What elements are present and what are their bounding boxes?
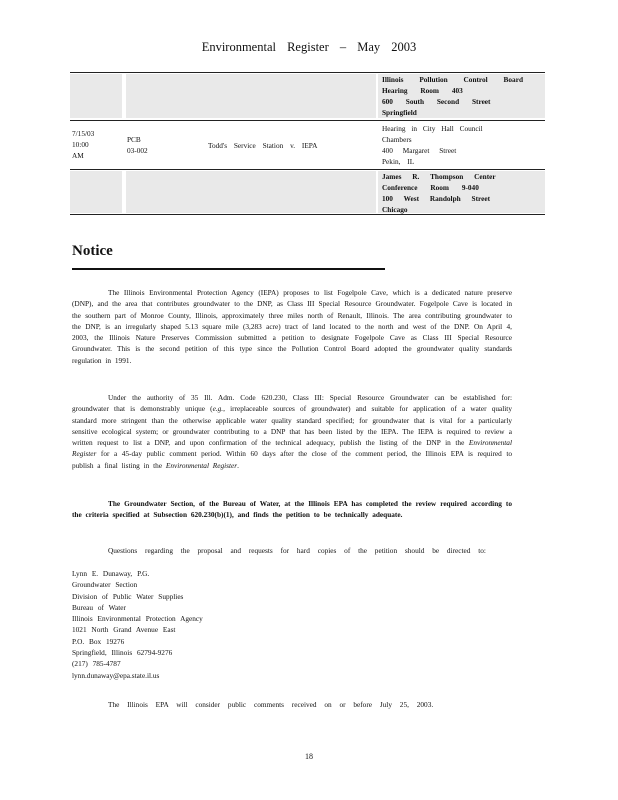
notice-paragraph-5: The Illinois EPA will consider public comments received on or before July 25, 2003. bbox=[108, 700, 434, 709]
hearing-location-springfield: Illinois Pollution Control Board Hearing Room 403 600 South Second Street Springfield bbox=[382, 75, 523, 117]
hearing-table bbox=[70, 72, 545, 215]
notice-paragraph-1: The Illinois Environmental Protection Agency (IEPA) proposes to list Fogelpole Cave, which is a dedicated nature preserve (DNP), and the area that contributes groundwater to the DNP, as Class III Special Resource Groundwater. Fogelpole Cave is located in the southern part of Monroe County, Illinois, approximately three miles north of Renault, Illinois. The area contributing groundwater to the DNP, is an irregularly shaped 5.13 square mile (3,283 acre) tract of land located to the north and west of the DNP. On April 4, 2003, the Illinois Nature Preserves Commission submitted a petition to designate Fogelpole Cave as Class III Special Resource Groundwater. This is the second petition of this type since the Pollution Control Board adopted the groundwater quality standards regulation in 1991. bbox=[72, 288, 512, 365]
shaded-cell bbox=[126, 74, 376, 118]
page-header: Environmental Register – May 2003 bbox=[201, 40, 417, 54]
hearing-location-pekin: Hearing in City Hall Council Chambers 400 Margaret Street Pekin, IL bbox=[382, 124, 483, 166]
shaded-cell bbox=[70, 74, 122, 118]
hearing-location-chicago: James R. Thompson Center Conference Room 9-040 100 West Randolph Street Chicago bbox=[382, 172, 496, 214]
contact-address: Lynn E. Dunaway, P.G. Groundwater Section Division of Public Water Supplies Bureau of Water Illinois Environmental Protection Agency 1021 North Grand Avenue East P.O. Box 19276 Springfield, Illinois 62794-9276 (217) 785-4787 lynn.dunaway@epa.state.il.us bbox=[72, 569, 203, 680]
hearing-date: 7/15/03 10:00 AM bbox=[72, 129, 95, 160]
notice-paragraph-2: Under the authority of 35 Ill. Adm. Code 620.230, Class III: Special Resource Groundwater can be established for: groundwater that is demonstrably unique (e.g., irreplaceable sources of groundwater) and suitable for application of a water quality standard more stringent than the otherwise applicable water quality standard specified; for groundwater that is vital for a particularly sensitive ecological system; or groundwater contributing to a DNP that has been listed by the IEPA. The IEPA is required to review a written request to list a DNP, and upon confirmation of the technical adequacy, publish the listing of the DNP in the Environmental Register for a 45-day public comment period. Within 60 days after the close of the comment period, the Illinois EPA is required to publish a final listing in the Environmental Register. bbox=[72, 393, 512, 470]
notice-divider bbox=[72, 268, 385, 270]
table-top-rule bbox=[70, 72, 545, 73]
page-number: 18 bbox=[305, 752, 313, 761]
table-row-rule bbox=[70, 120, 545, 121]
notice-heading: Notice bbox=[72, 243, 113, 259]
hearing-board-number: PCB 03-002 bbox=[127, 135, 148, 155]
notice-paragraph-3: The Groundwater Section, of the Bureau of Water, at the Illinois EPA has completed the review required according to the criteria specified at Subsection 620.230(b)(1), and finds the petition to be technically adequate. bbox=[72, 499, 512, 520]
shaded-cell bbox=[126, 171, 376, 213]
hearing-case-title: Todd's Service Station v. IEPA bbox=[208, 141, 318, 150]
contact-email: lynn.dunaway@epa.state.il.us bbox=[72, 670, 160, 680]
table-row-rule bbox=[70, 169, 545, 170]
notice-paragraph-4: Questions regarding the proposal and requests for hard copies of the petition should be directed to: bbox=[108, 546, 486, 555]
shaded-cell bbox=[70, 171, 122, 213]
